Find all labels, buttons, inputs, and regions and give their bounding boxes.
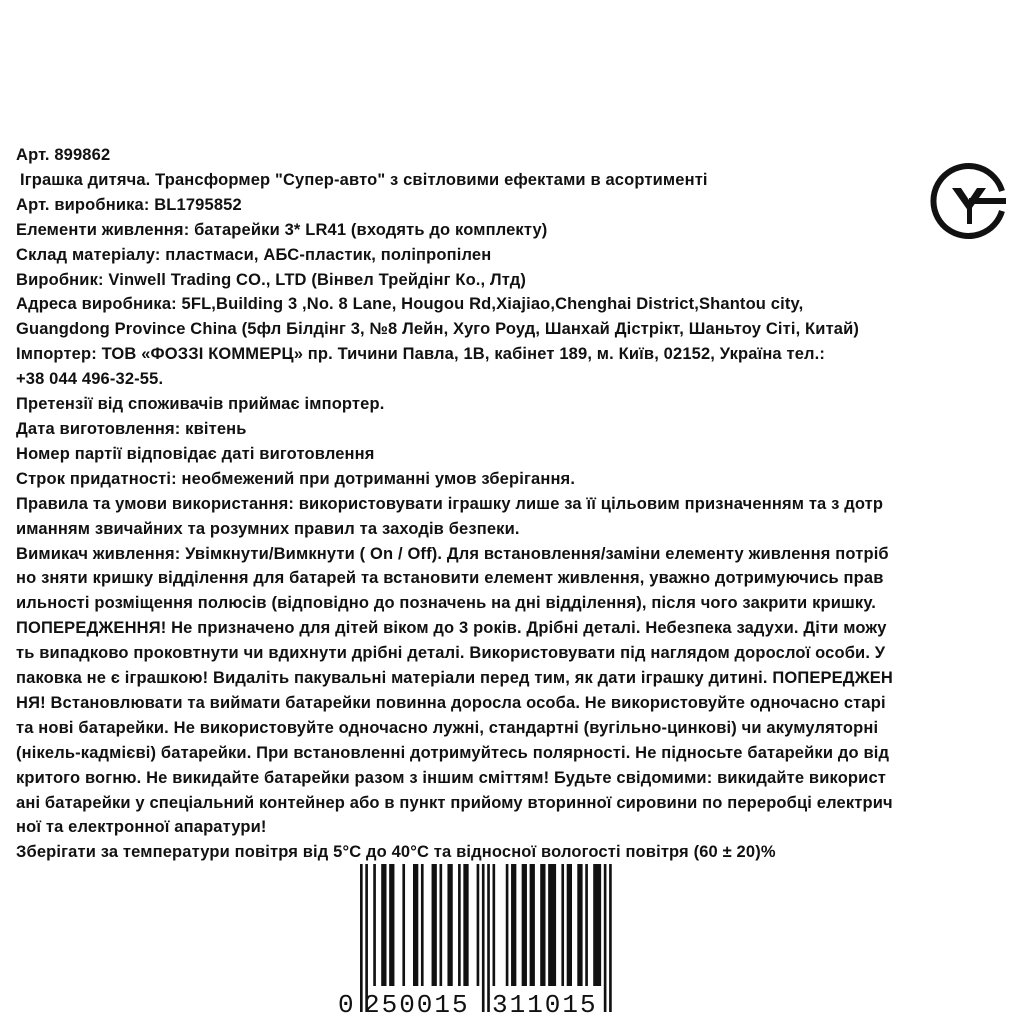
warning-line-5: та нові батарейки. Не використовуйте одночасно лужні, стандартні (вугільно-цинкові) чи акумуляторні [16,718,879,737]
power-switch-line-3: ильності розміщення полюсів (відповідно до позначень на дні відділення), після чого закрити кришку. [16,594,876,613]
batch-number: Номер партії відповідає даті виготовлення [16,444,375,463]
barcode-bar [389,864,394,986]
manufacturer-article: Арт. виробника: BL1795852 [16,195,242,214]
barcode-bar [421,864,424,986]
barcode-bar [373,864,376,986]
barcode-bar [522,864,527,986]
usage-rules-line-1: Правила та умови використання: використовувати іграшку лише за її цільовим призначенням та з дотр [16,494,884,513]
barcode [332,862,622,1017]
importer-line-1: Імпортер: ТОВ «ФОЗЗІ КОММЕРЦ» пр. Тичини Павла, 1В, кабінет 189, м. Київ, 02152, Україна тел.: [16,345,826,364]
barcode-bar [381,864,386,986]
barcode-bar [577,864,582,986]
barcode-bar [506,864,509,986]
barcode-digit-first: 0 [338,990,354,1017]
warning-line-8: ані батарейки у спеціальний контейнер або в пункт прийому вторинної сировини по переробці електрич [16,793,893,812]
barcode-bar [463,864,468,986]
barcode-bar [548,864,556,986]
barcode-bar [567,864,572,986]
importer-phone: +38 044 496-32-55. [16,370,164,389]
manufacturer-address-line-1: Адреса виробника: 5FL,Building 3 ,No. 8 Lane, Hougou Rd,Xiajiao,Chenghai District,Shantou city, [16,295,804,314]
barcode-digits-left: 250015 [364,990,470,1017]
barcode-bar [447,864,452,986]
warning-line-2: ть випадково проковтнути чи вдихнути дрібні деталі. Використовувати під наглядом дорослої особи. У [16,644,886,663]
claims-note: Претензії від споживачів приймає імпортер. [16,395,385,414]
barcode-bar [511,864,516,986]
shelf-life: Строк придатності: необмежений при дотриманні умов зберігання. [16,469,576,488]
warning-line-3: паковка не є іграшкою! Видаліть пакувальні матеріали перед тим, як дати іграшку дитині. ПОПЕРЕДЖЕН [16,669,893,688]
barcode-bar [585,864,588,986]
warning-line-9: ної та електронної апаратури! [16,818,267,837]
barcode-graphic [332,862,622,1017]
material-composition: Склад матеріалу: пластмаси, АБС-пластик, поліпропілен [16,245,492,264]
barcode-bar [593,864,601,986]
storage-conditions: Зберігати за температури повітря від 5°C до 40°C та відносної вологості повітря (60 ± 20)% [16,843,776,862]
barcode-guard-bar [487,864,490,1012]
barcode-bar [530,864,535,986]
barcode-bar [561,864,564,986]
warning-line-1: ПОПЕРЕДЖЕННЯ! Не призначено для дітей віком до 3 років. Дрібні деталі. Небезпека задухи. Діти можу [16,619,887,638]
warning-line-6: (нікель-кадмієві) батарейки. При встановленні дотримуйтесь полярності. Не підносьте батарейки до від [16,743,890,762]
article-number: Арт. 899862 [16,146,111,164]
barcode-guard-bar [482,864,485,1012]
barcode-bar [440,864,443,986]
product-name: Іграшка дитяча. Трансформер "Супер-авто" з світловими ефектами в асортименті [20,170,708,189]
power-switch-line-1: Вимикач живлення: Увімкнути/Вимкнути ( On / Off). Для встановлення/заміни елементу живлення потріб [16,544,889,563]
barcode-bar [402,864,405,986]
power-switch-line-2: но зняти кришку відділення для батарей та встановити елемент живлення, уважно дотримуючись прав [16,569,884,588]
barcode-bar [493,864,496,986]
warning-line-4: НЯ! Встановлювати та виймати батарейки повинна доросла особа. Не використовуйте одночасно старі [16,693,886,712]
barcode-bar [477,864,480,986]
barcode-guard-bar [604,864,607,1012]
manufacture-date: Дата виготовлення: квітень [16,419,247,438]
barcode-bar [432,864,437,986]
barcode-bar [540,864,545,986]
warning-line-7: критого вогню. Не викидайте батарейки разом з іншим сміттям! Будьте свідомими: викидайте використ [16,768,887,787]
barcode-guard-bar [360,864,363,1012]
product-label-text [16,143,1016,865]
manufacturer: Виробник: Vinwell Trading CO., LTD (Вінвел Трейдінг Ко., Лтд) [16,270,527,289]
barcode-bar [413,864,418,986]
manufacturer-address-line-2: Guangdong Province China (5фл Білдінг 3, №8 Лейн, Хуго Роуд, Шанхай Дістрікт, Шаньтоу Сіті, Китай) [16,320,860,339]
usage-rules-line-2: иманням звичайних та розумних правил та заходів безпеки. [16,519,520,538]
barcode-guard-bar [609,864,612,1012]
power-elements: Елементи живлення: батарейки 3* LR41 (входять до комплекту) [16,220,548,239]
ukrainian-conformity-mark-icon [928,158,1014,244]
barcode-bar [458,864,461,986]
barcode-digits-right: 311015 [492,990,598,1017]
